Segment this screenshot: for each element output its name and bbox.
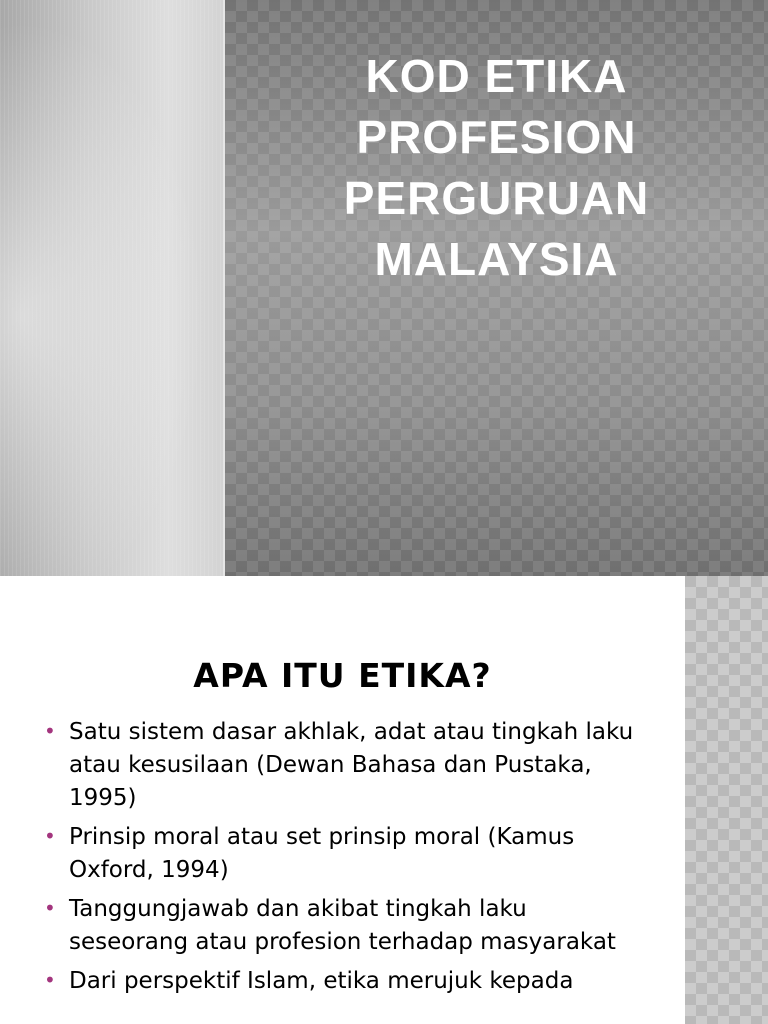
- bullet-marker: •: [44, 896, 56, 920]
- bullet-text: Dari perspektif Islam, etika merujuk kepada: [69, 968, 574, 994]
- bullet-item: [44, 893, 634, 959]
- bullet-text: Prinsip moral atau set prinsip moral (Kamus Oxford, 1994): [69, 824, 575, 883]
- bullet-list: [44, 716, 634, 1004]
- bullet-item: [44, 716, 634, 815]
- bullet-marker: •: [44, 719, 56, 743]
- bullet-text: Satu sistem dasar akhlak, adat atau tingkah laku atau kesusilaan (Dewan Bahasa dan Pustaka, 1995): [69, 719, 634, 811]
- title-line-1: KOD ETIKA: [365, 50, 628, 102]
- title-line-3: PERGURUAN: [343, 172, 650, 224]
- bullet-marker: •: [44, 824, 56, 848]
- slide2-decorative-strip: [685, 576, 768, 1024]
- bullet-text: Tanggungjawab dan akibat tingkah laku seseorang atau profesion terhadap masyarakat: [69, 896, 616, 955]
- slide1-title: [225, 46, 768, 290]
- title-line-4: MALAYSIA: [374, 233, 619, 285]
- bullet-item: [44, 965, 634, 998]
- bullet-item: [44, 821, 634, 887]
- content-slide: [0, 576, 768, 1024]
- slide1-left-panel: [0, 0, 224, 576]
- title-line-2: PROFESION: [356, 111, 637, 163]
- slide2-title: APA ITU ETIKA?: [193, 656, 492, 695]
- bullet-marker: •: [44, 968, 56, 992]
